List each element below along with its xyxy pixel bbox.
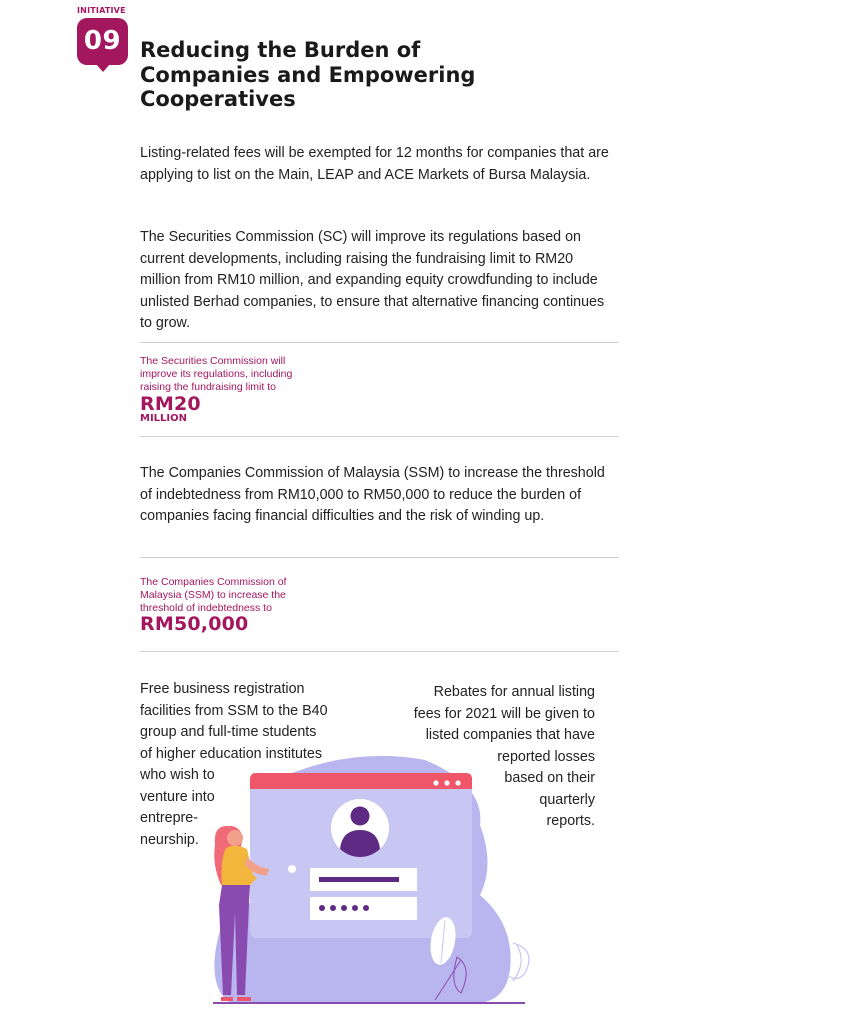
callout-sc-unit: MILLION [140, 413, 188, 424]
divider [140, 651, 619, 652]
divider [140, 342, 619, 343]
initiative-label: INITIATIVE [77, 6, 126, 15]
text-line: facilities from SSM to the B40 [140, 702, 328, 719]
text-line: neurship. [140, 831, 199, 848]
text-line: reported losses [497, 748, 595, 765]
text-line: based on their [504, 770, 595, 786]
callout-ssm-intro: The Companies Commission of Malaysia (SSM) to increase the threshold of indebtedness to [140, 576, 287, 614]
text-column-left [140, 679, 370, 851]
paragraph-listing-fees: Listing-related fees will be exempted for 12 months for companies that are applying to list on the Main, LEAP and ACE Markets of Bursa Malaysia. [140, 145, 609, 183]
callout-ssm-value: RM50,000 [140, 613, 249, 635]
text-line: group and full-time students [140, 724, 317, 740]
divider [140, 436, 619, 437]
text-line: listed companies that have [425, 727, 595, 743]
text-line: fees for 2021 will be given to [413, 705, 595, 722]
initiative-badge [77, 18, 128, 65]
initiative-number: 09 [83, 26, 122, 56]
divider [140, 557, 619, 558]
text-line: quarterly [539, 791, 595, 808]
text-column-right [380, 682, 595, 833]
text-line: venture into [140, 788, 215, 805]
callout-sc-value: RM20 [140, 393, 201, 415]
paragraph-sc-regulations: The Securities Commission (SC) will improve its regulations based on current developments, including raising the fundraising limit to RM20 million from RM10 million, and expanding equity crowdfunding to include unlisted Berhad companies, to ensure that alternative financing continues to grow. [140, 229, 605, 331]
text-line: Free business registration [140, 681, 305, 697]
paragraph-ssm-threshold: The Companies Commission of Malaysia (SSM) to increase the threshold of indebtedness from RM10,000 to RM50,000 to reduce the burden of companies facing financial difficulties and the risk of winding up. [140, 465, 605, 524]
text-line: reports. [546, 813, 595, 829]
text-line: who wish to [140, 767, 215, 783]
text-line: of higher education institutes [140, 745, 323, 762]
callout-sc-intro: The Securities Commission will improve its regulations, including raising the fundraising limit to [140, 355, 293, 393]
page-title: Reducing the Burden of Companies and Empowering Cooperatives [140, 38, 476, 111]
text-line: entrepre- [140, 810, 199, 826]
text-line: Rebates for annual listing [433, 684, 595, 700]
